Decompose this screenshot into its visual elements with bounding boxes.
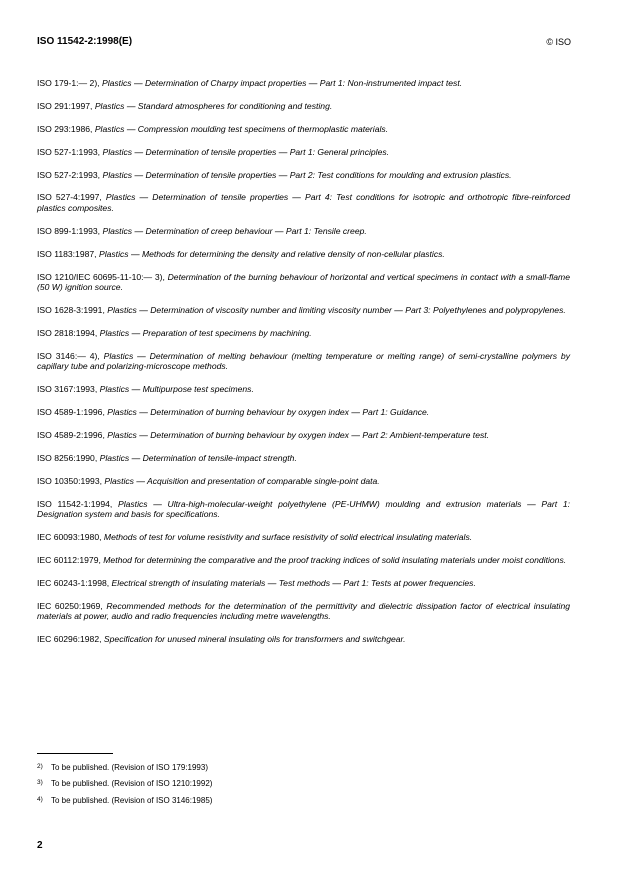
reference-id: ISO 11542-1:1994, [37, 498, 113, 509]
reference-entry [37, 384, 570, 395]
copyright-notice: © ISO [546, 37, 571, 47]
reference-title: Plastics — Determination of viscosity number and limiting viscosity number — Part 3: Polyethylenes and polypropylenes. [107, 305, 566, 316]
reference-title: Plastics — Determination of Charpy impact properties — Part 1: Non-instrumented impact test. [101, 78, 463, 88]
reference-id: ISO 3167:1993, [37, 384, 98, 395]
normative-references-list [37, 78, 570, 657]
footnote-mark: 2) [37, 763, 43, 770]
reference-entry [37, 476, 570, 487]
footnote [37, 778, 570, 789]
reference-entry [37, 499, 570, 520]
reference-title: Recommended methods for the determination of the permittivity and dielectric dissipation factor of electrical insulating materials at power, audio and radio frequencies including metre wavelengths. [37, 600, 570, 622]
footnote-text: To be published. (Revision of ISO 1210:1992) [51, 779, 213, 789]
reference-id: IEC 60112:1979, [37, 554, 101, 565]
footnote-text: To be published. (Revision of ISO 179:1993) [51, 763, 208, 772]
reference-id: ISO 291:1997, [37, 100, 93, 111]
reference-title: Plastics — Preparation of test specimens by machining. [99, 327, 312, 338]
reference-entry [37, 124, 570, 135]
reference-entry [37, 430, 570, 441]
footnote [37, 762, 570, 773]
footnotes [37, 762, 570, 811]
footnote-mark: 3) [37, 779, 43, 787]
reference-entry [37, 532, 570, 543]
page-number: 2 [37, 840, 43, 851]
reference-id: ISO 4589-1:1996, [37, 407, 105, 418]
reference-title: Determination of the burning behaviour of horizontal and vertical specimens in contact with a small-flame (50 W) ignition source. [37, 271, 570, 293]
reference-entry [37, 328, 570, 339]
reference-id: ISO 179-1:— 2), [37, 78, 100, 88]
reference-id: ISO 8256:1990, [37, 452, 98, 463]
reference-id: ISO 899-1:1993, [37, 225, 101, 236]
reference-title: Electrical strength of insulating materials — Test methods — Part 1: Tests at power frequencies. [111, 577, 476, 588]
reference-title: Plastics — Determination of burning behaviour by oxygen index — Part 1: Guidance. [107, 407, 430, 418]
reference-entry [37, 351, 570, 372]
reference-entry [37, 170, 570, 181]
reference-id: ISO 527-4:1997, [37, 192, 102, 203]
reference-id: ISO 4589-2:1996, [37, 429, 105, 440]
reference-id: ISO 527-2:1993, [37, 169, 101, 180]
reference-title: Plastics — Methods for determining the density and relative density of non-cellular plastics. [98, 248, 445, 259]
reference-id: ISO 1183:1987, [37, 248, 97, 259]
reference-id: ISO 10350:1993, [37, 475, 102, 486]
footnote-mark: 4) [37, 795, 43, 803]
reference-title: Specification for unused mineral insulating oils for transformers and switchgear. [103, 634, 406, 645]
reference-entry [37, 555, 570, 566]
reference-title: Plastics — Determination of burning behaviour by oxygen index — Part 2: Ambient-temperature test. [107, 429, 490, 440]
reference-title: Method for determining the comparative and the proof tracking indices of solid insulating materials under moist conditions. [103, 554, 567, 565]
reference-title: Plastics — Multipurpose test specimens. [99, 384, 254, 395]
reference-entry [37, 249, 570, 260]
reference-title: Plastics — Acquisition and presentation of comparable single-point data. [104, 475, 380, 486]
reference-id: IEC 60093:1980, [37, 532, 102, 543]
reference-title: Plastics — Determination of tensile properties — Part 1: General principles. [102, 146, 390, 157]
reference-id: IEC 60296:1982, [37, 634, 102, 645]
reference-title: Plastics — Standard atmospheres for conditioning and testing. [94, 100, 333, 111]
reference-entry [37, 634, 570, 645]
footnote-divider [37, 753, 113, 754]
reference-id: ISO 3146:— 4), [37, 350, 100, 361]
reference-entry [37, 147, 570, 158]
page-header [37, 36, 571, 50]
reference-entry [37, 101, 570, 112]
reference-entry [37, 407, 570, 418]
footnote-text: To be published. (Revision of ISO 3146:1985) [51, 795, 213, 805]
reference-title: Plastics — Determination of creep behaviour — Part 1: Tensile creep. [102, 225, 367, 236]
reference-entry [37, 78, 570, 89]
reference-id: ISO 1628-3:1991, [37, 305, 105, 316]
reference-id: ISO 527-1:1993, [37, 146, 101, 157]
reference-title: Plastics — Determination of tensile-impact strength. [99, 452, 297, 463]
reference-entry [37, 272, 570, 293]
reference-title: Plastics — Determination of melting behaviour (melting temperature or melting range) of semi-crystalline polymers by capillary tube and polarizing-microscope methods. [37, 350, 570, 372]
reference-entry [37, 192, 570, 213]
document-identifier: ISO 11542-2:1998(E) [37, 36, 133, 47]
reference-id: ISO 293:1986, [37, 123, 93, 134]
reference-title: Methods of test for volume resistivity and surface resistivity of solid electrical insulating materials. [103, 532, 473, 543]
reference-title: Plastics — Ultra-high-molecular-weight polyethylene (PE-UHMW) moulding and extrusion materials — Part 1: Designation system and basis for specifications. [37, 498, 570, 520]
reference-entry [37, 601, 570, 622]
reference-id: ISO 1210/IEC 60695-11-10:— 3), [37, 271, 165, 282]
reference-entry [37, 226, 570, 237]
reference-entry [37, 578, 570, 589]
reference-entry [37, 453, 570, 464]
footnote [37, 795, 570, 806]
reference-id: ISO 2818:1994, [37, 327, 98, 338]
reference-id: IEC 60250:1969, [37, 600, 103, 611]
reference-title: Plastics — Determination of tensile properties — Part 4: Test conditions for isotropic and orthotropic fibre-reinforced plastics composites. [37, 192, 570, 213]
reference-id: IEC 60243-1:1998, [37, 577, 110, 588]
reference-title: Plastics — Compression moulding test specimens of thermoplastic materials. [94, 123, 389, 134]
reference-title: Plastics — Determination of tensile properties — Part 2: Test conditions for moulding and extrusion plastics. [102, 169, 512, 180]
reference-entry [37, 305, 570, 316]
